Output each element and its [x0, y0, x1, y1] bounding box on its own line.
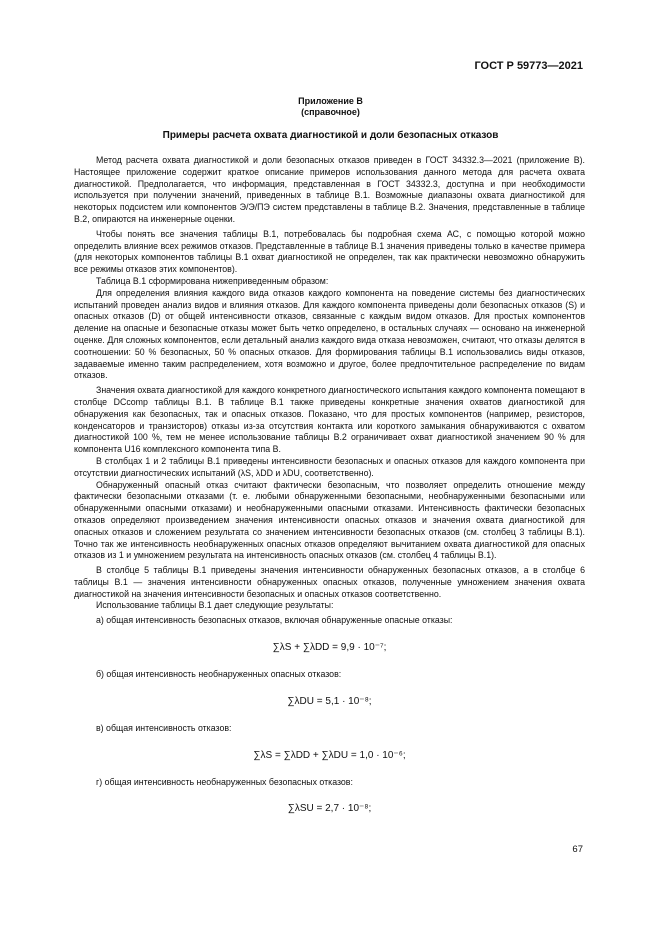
paragraph: Чтобы понять все значения таблицы В.1, потребовалась бы подробная схема АС, с помощью которой можно определить влияние всех режимов отказов. Представленные в таблице В.1 значения приведены только в качестве примера (для некоторых компонентов таблицы В.1 охват диагностикой не определен, так как практически невозможно обнаружить все режимы отказов этих компонентов).: [74, 228, 585, 275]
paragraph: Для определения влияния каждого вида отказов каждого компонента на поведение системы без диагностических испытаний проведен анализ видов и влияния отказов. Для каждого компонента приведены доли безопасных отказов (S) и опасных отказов (D) от общей интенсивности отказов, связанные с каждым видом отказов. Для простых компонентов деление на опасные и безопасные отказы может быть четко определено, в остальных случаях — основано на инженерной оценке. Для сложных компонентов, если детальный анализ каждого вида отказа невозможен, считают, что отказы делятся в соотношении: 50 % безопасных, 50 % опасных отказов. Для формирования таблицы В.1 использовались виды отказов, задаваемые именно таким распределением, хотя возможно и другое, более предпочтительное распределение по видам отказов.: [74, 287, 585, 381]
body-text: [74, 155, 585, 830]
result-label: г) общая интенсивность необнаруженных безопасных отказов:: [96, 776, 353, 787]
paragraph: Обнаруженный опасный отказ считают фактически безопасным, что позволяет определить отношение между фактически безопасными отказами (т. е. любыми обнаруженными безопасными, необнаруженными безопасными или обнаруженными опасными отказами) и необнаруженными опасными отказами. Интенсивность фактически безопасных отказов определяют произведением значения интенсивности опасных отказов и значения охвата диагностикой для опасных отказов и сложением результата со значением интенсивности безопасных отказов (см. столбец 3 таблицы В.1). Точно так же интенсивность необнаруженных опасных отказов определяют вычитанием охвата диагностикой для опасных отказов из 1 и умножением результата на интенсивность опасных отказов (см. столбец 4 таблицы В.1).: [74, 479, 585, 561]
result-label: б) общая интенсивность необнаруженных опасных отказов:: [96, 669, 342, 680]
paragraph: Таблица В.1 сформирована нижеприведенным образом:: [96, 275, 329, 286]
paragraph: Значения охвата диагностикой для каждого конкретного диагностического испытания каждого компонента помещают в столбце DCcomp таблицы В.1. В таблице В.1 также приведены конкретные значения охватов диагностикой для обнаружения как безопасных, так и опасных отказов. Показано, что для простых компонентов (например, резисторов, конденсаторов и транзисторов) отказы из-за отсутствия контакта или короткого замыкания обнаруживаются с охватом диагностикой 100 %, тем не менее использование таблицы В.2 ограничивает охват диагностикой значением 90 % для компонента U16 комплексного компонента типа B.: [74, 385, 585, 455]
formula: ∑λDU = 5,1 · 10⁻⁸;: [287, 695, 372, 707]
formula: ∑λS = ∑λDD + ∑λDU = 1,0 · 10⁻⁶;: [253, 749, 406, 761]
paragraph: В столбцах 1 и 2 таблицы В.1 приведены интенсивности безопасных и опасных отказов для каждого компонента при отсутствии диагностических испытаний (λS, λDD и λDU, соответственно).: [74, 455, 585, 478]
paragraph: Метод расчета охвата диагностикой и доли безопасных отказов приведен в ГОСТ 34332.3—2021 (приложение В). Настоящее приложение содержит краткое описание примеров использования данного метода для расчета охвата диагностикой. Предполагается, что информация, представленная в ГОСТ 34332.3, доступна и при необходимости используется при получении значений, приведенных в таблице В.1. Возможные диапазоны охвата диагностикой для некоторых подсистем или компонентов Э/Э/ПЭ систем представлены в таблице В.2. Значения, представленные в таблице В.2, опираются на инженерные оценки.: [74, 155, 585, 224]
formula: ∑λSU = 2,7 · 10⁻⁸;: [287, 803, 372, 815]
result-label: а) общая интенсивность безопасных отказов, включая обнаруженные опасные отказы:: [96, 615, 453, 626]
paragraph: Использование таблицы В.1 дает следующие результаты:: [96, 600, 334, 611]
standard-code: ГОСТ Р 59773—2021: [474, 60, 583, 72]
result-label: в) общая интенсивность отказов:: [96, 722, 232, 733]
appendix-title: Приложение В: [298, 96, 363, 106]
appendix-subtitle: (справочное): [301, 107, 360, 117]
paragraph: В столбце 5 таблицы В.1 приведены значения интенсивности обнаруженных безопасных отказов, а в столбце 6 таблицы В.1 — значения интенсивности обнаруженных опасных отказов, полученные умножением значения охвата диагностикой на значения интенсивности безопасных и опасных отказов соответственно.: [74, 565, 585, 599]
formula: ∑λS + ∑λDD = 9,9 · 10⁻⁷;: [272, 642, 387, 654]
page-number: 67: [572, 844, 583, 855]
section-title: Примеры расчета охвата диагностикой и доли безопасных отказов: [162, 130, 499, 141]
